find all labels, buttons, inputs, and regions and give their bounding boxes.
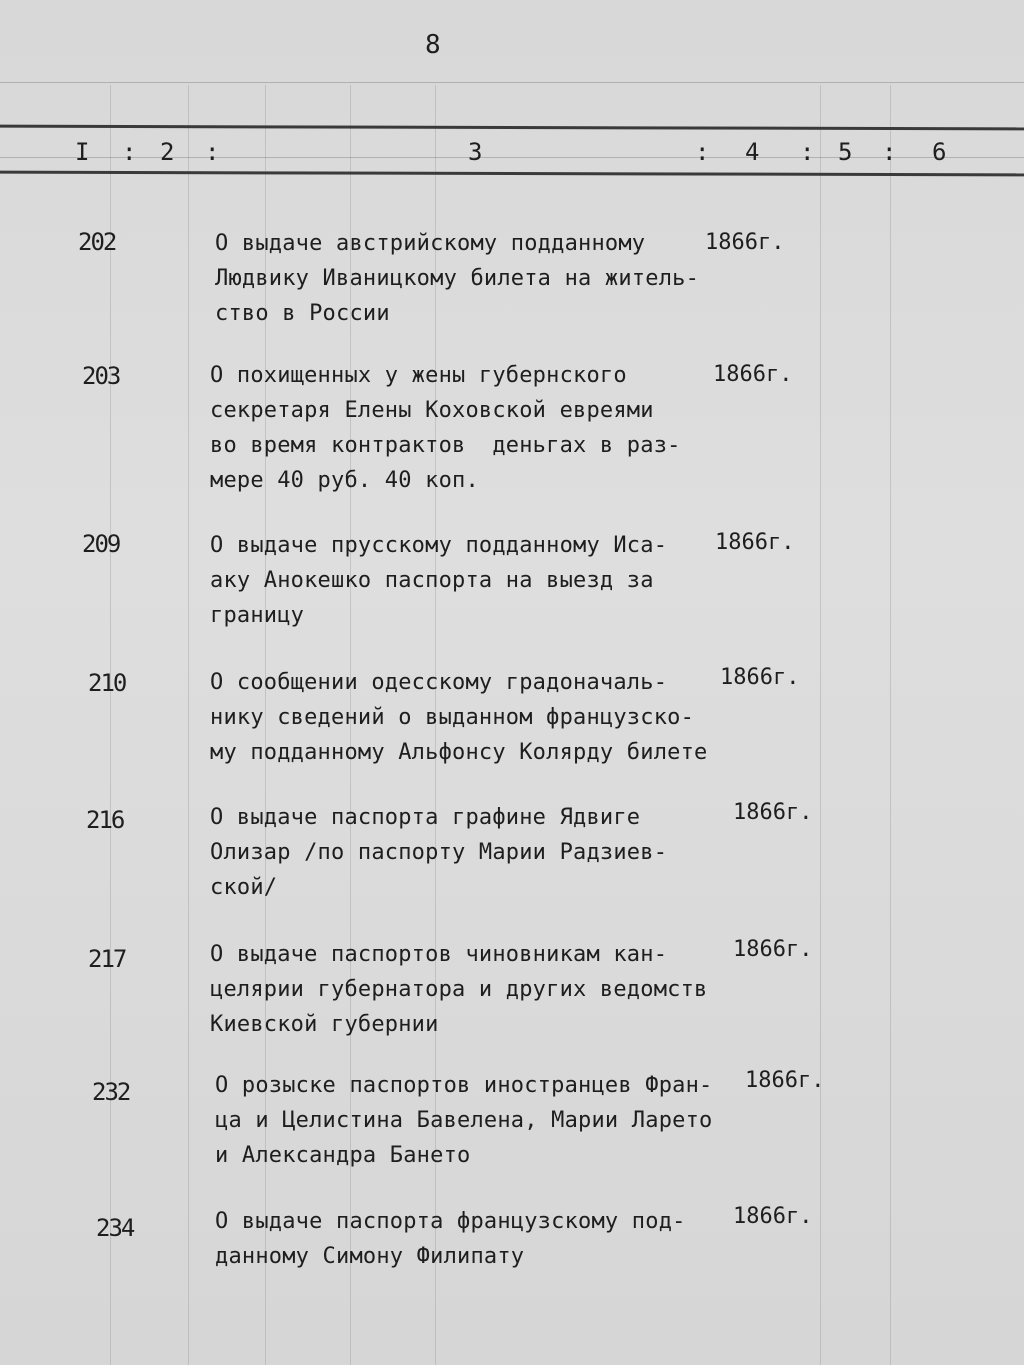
entry-line: ство в России	[215, 301, 390, 326]
entry-line: О розыске паспортов иностранцев Фран-	[215, 1073, 713, 1098]
entry-year: 1866г.	[713, 362, 793, 387]
entry-line: му подданному Альфонсу Колярду билете	[210, 740, 708, 765]
entry-line: Олизар /по паспорту Марии Радзиев-	[210, 840, 668, 865]
faint-rule	[0, 82, 1024, 83]
separator: :	[122, 138, 137, 166]
entry-line: О выдаче паспорта графине Ядвиге	[210, 805, 641, 830]
entry-number: 217	[88, 945, 126, 973]
entry-title	[215, 1204, 686, 1274]
column-number-4: 4	[745, 138, 760, 166]
column-divider	[820, 85, 821, 1365]
column-divider	[890, 85, 891, 1365]
separator: :	[695, 138, 710, 166]
entry-line: О выдаче прусскому подданному Иса-	[210, 533, 668, 558]
entry-line: секретаря Елены Коховской евреями	[210, 398, 654, 423]
entry-line: данному Симону Филипату	[215, 1244, 525, 1269]
entry-number: 210	[88, 669, 126, 697]
column-number-5: 5	[838, 138, 853, 166]
entry-line: ца и Целистина Бавелена, Марии Ларето	[215, 1108, 713, 1133]
entry-line: нику сведений о выданном французско-	[210, 705, 695, 730]
separator: :	[800, 138, 815, 166]
entry-year: 1866г.	[720, 665, 800, 690]
column-number-1: I	[75, 138, 90, 166]
entry-line: О сообщении одесскому градоначаль-	[210, 670, 668, 695]
entry-year: 1866г.	[733, 937, 813, 962]
entry-title	[215, 226, 699, 331]
entry-line: целярии губернатора и других ведомств	[210, 977, 708, 1002]
entry-year: 1866г.	[715, 530, 795, 555]
column-number-2: 2	[160, 138, 175, 166]
entry-title	[215, 1068, 712, 1173]
entry-year: 1866г.	[745, 1068, 825, 1093]
entry-title	[210, 800, 667, 905]
entry-number: 202	[78, 228, 116, 256]
column-divider	[110, 85, 111, 1365]
entry-line: мере 40 руб. 40 коп.	[210, 468, 479, 493]
header-top-rule	[0, 125, 1024, 131]
entry-year: 1866г.	[705, 230, 785, 255]
entry-line: Киевской губернии	[210, 1012, 439, 1037]
page-number: 8	[425, 30, 441, 60]
entry-year: 1866г.	[733, 1204, 813, 1229]
entry-number: 216	[86, 806, 124, 834]
entry-line: аку Анокешко паспорта на выезд за	[210, 568, 654, 593]
entry-number: 232	[92, 1078, 130, 1106]
entry-line: во время контрактов деньгах в раз-	[210, 433, 681, 458]
separator: :	[205, 138, 220, 166]
entry-number: 203	[82, 362, 120, 390]
entry-line: границу	[210, 603, 305, 628]
entry-line: О выдаче паспортов чиновникам кан-	[210, 942, 668, 967]
entry-line: и Александра Бането	[215, 1143, 471, 1168]
entry-number: 209	[82, 530, 120, 558]
entry-year: 1866г.	[733, 800, 813, 825]
entry-line: ской/	[210, 875, 278, 900]
column-number-row	[0, 138, 1024, 168]
entry-line: О похищенных у жены губернского	[210, 363, 627, 388]
entry-line: О выдаче паспорта французскому под-	[215, 1209, 686, 1234]
entry-title	[210, 665, 707, 770]
entry-number: 234	[96, 1214, 134, 1242]
entry-title	[210, 937, 707, 1042]
entry-title	[210, 358, 681, 498]
entry-line: Людвику Иваницкому билета на житель-	[215, 266, 700, 291]
header-bottom-rule	[0, 171, 1024, 177]
column-number-6: 6	[932, 138, 947, 166]
separator: :	[882, 138, 897, 166]
entry-title	[210, 528, 667, 633]
column-divider	[188, 85, 189, 1365]
column-number-3: 3	[468, 138, 483, 166]
entry-line: О выдаче австрийскому подданному	[215, 231, 646, 256]
